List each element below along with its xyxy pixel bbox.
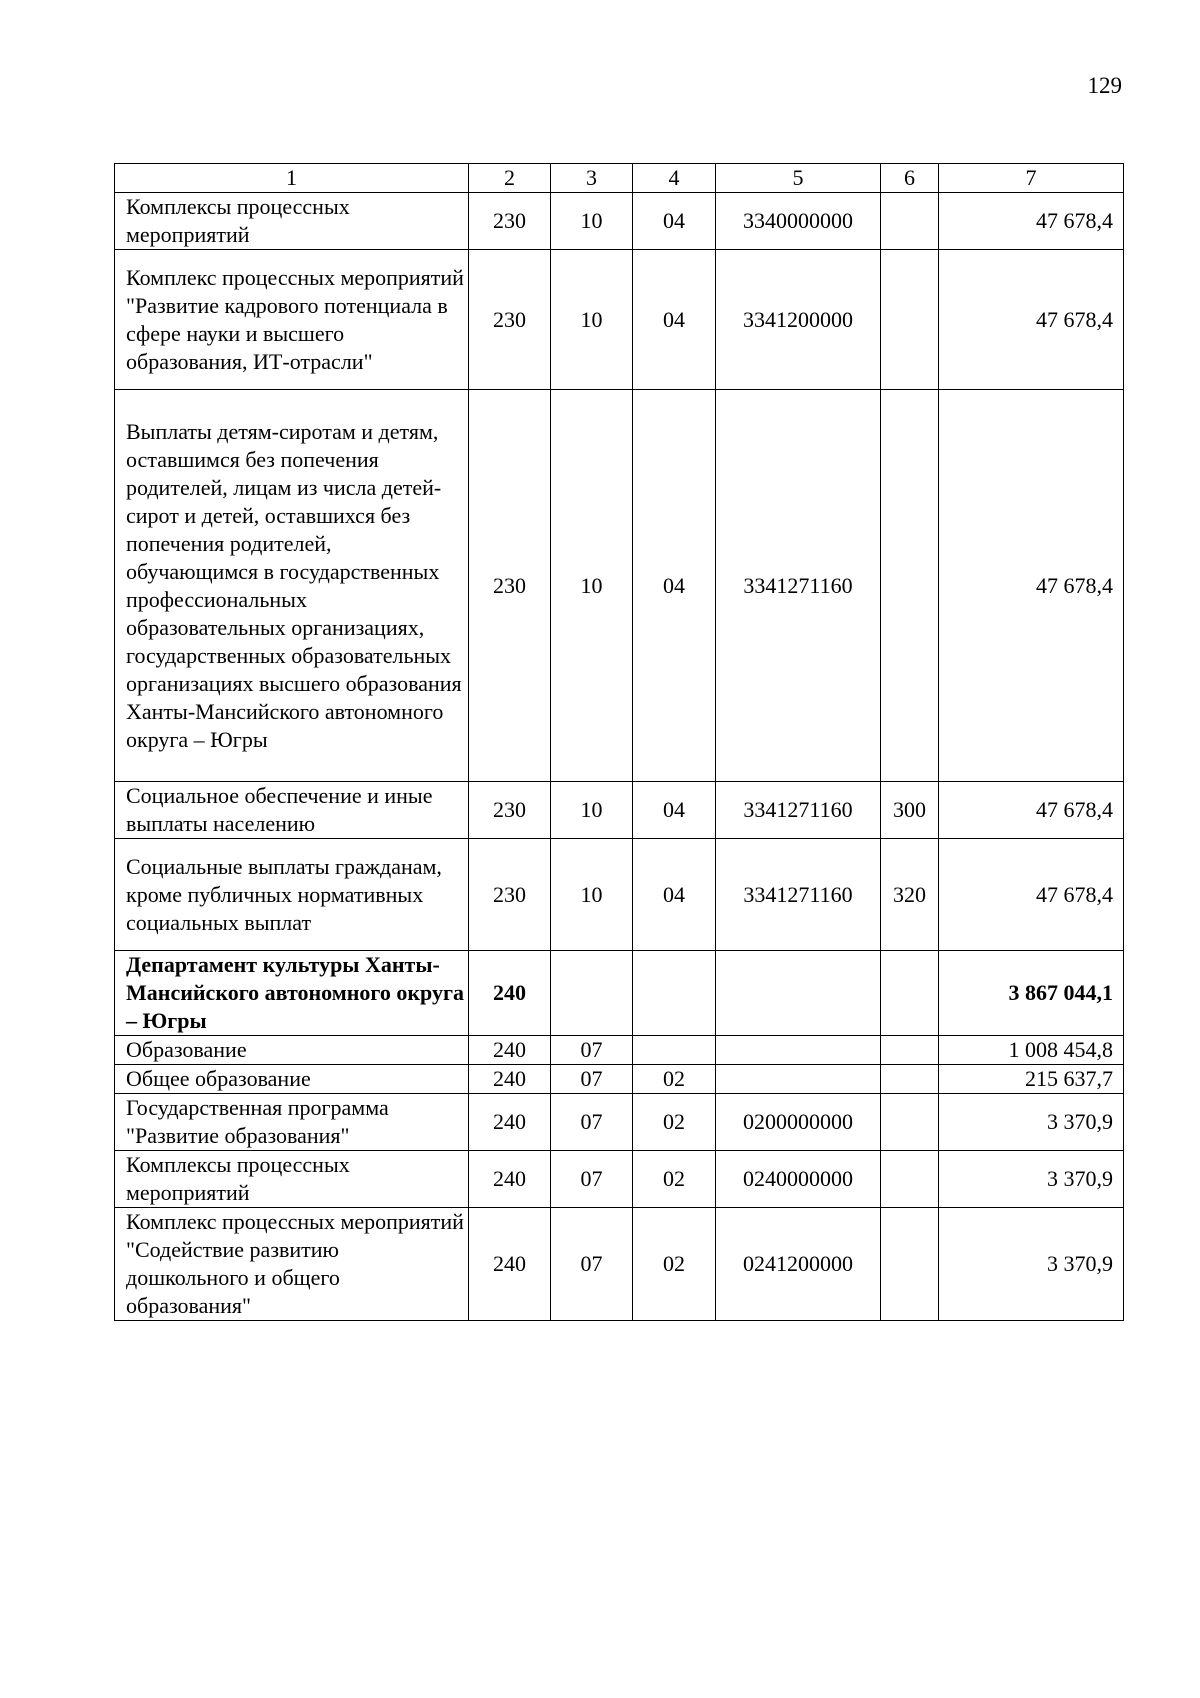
target-item-cell: 3341200000 <box>716 250 881 390</box>
subsection-cell: 02 <box>633 1151 716 1208</box>
column-header: 3 <box>551 164 633 193</box>
target-item-cell: 0240000000 <box>716 1151 881 1208</box>
row-name-cell: Государственная программа "Развитие образования" <box>115 1094 469 1151</box>
ministry-code-cell: 240 <box>469 1065 551 1094</box>
expense-type-cell <box>881 1094 939 1151</box>
amount-cell: 3 867 044,1 <box>939 951 1124 1036</box>
column-header: 1 <box>115 164 469 193</box>
column-header: 5 <box>716 164 881 193</box>
section-cell: 07 <box>551 1094 633 1151</box>
table-row <box>115 1151 1124 1208</box>
amount-cell: 3 370,9 <box>939 1208 1124 1321</box>
table-row <box>115 390 1124 782</box>
column-header: 7 <box>939 164 1124 193</box>
section-cell: 10 <box>551 782 633 839</box>
target-item-cell: 3341271160 <box>716 390 881 782</box>
column-header: 4 <box>633 164 716 193</box>
subsection-cell: 04 <box>633 839 716 951</box>
ministry-code-cell: 230 <box>469 250 551 390</box>
target-item-cell: 3341271160 <box>716 782 881 839</box>
expense-type-cell <box>881 250 939 390</box>
section-cell: 10 <box>551 839 633 951</box>
subsection-cell: 02 <box>633 1094 716 1151</box>
amount-cell: 3 370,9 <box>939 1151 1124 1208</box>
row-name-cell: Социальное обеспечение и иные выплаты населению <box>115 782 469 839</box>
subsection-cell: 04 <box>633 390 716 782</box>
ministry-code-cell: 230 <box>469 193 551 250</box>
section-cell: 07 <box>551 1208 633 1321</box>
expense-type-cell <box>881 1036 939 1065</box>
ministry-code-cell: 230 <box>469 390 551 782</box>
target-item-cell: 3340000000 <box>716 193 881 250</box>
amount-cell: 47 678,4 <box>939 390 1124 782</box>
subsection-cell: 04 <box>633 782 716 839</box>
table-row <box>115 250 1124 390</box>
subsection-cell: 02 <box>633 1065 716 1094</box>
row-name-cell: Образование <box>115 1036 469 1065</box>
expense-type-cell <box>881 1065 939 1094</box>
subsection-cell: 04 <box>633 193 716 250</box>
ministry-code-cell: 230 <box>469 782 551 839</box>
row-name-cell: Комплексы процессных мероприятий <box>115 193 469 250</box>
table-row <box>115 951 1124 1036</box>
table-row <box>115 193 1124 250</box>
expense-type-cell: 300 <box>881 782 939 839</box>
amount-cell: 47 678,4 <box>939 839 1124 951</box>
amount-cell: 47 678,4 <box>939 782 1124 839</box>
ministry-code-cell: 240 <box>469 951 551 1036</box>
expense-type-cell <box>881 1151 939 1208</box>
expense-type-cell <box>881 1208 939 1321</box>
expense-type-cell <box>881 193 939 250</box>
subsection-cell: 02 <box>633 1208 716 1321</box>
budget-table <box>114 163 1124 1321</box>
amount-cell: 1 008 454,8 <box>939 1036 1124 1065</box>
subsection-cell <box>633 951 716 1036</box>
ministry-code-cell: 240 <box>469 1151 551 1208</box>
section-cell <box>551 951 633 1036</box>
row-name-cell: Департамент культуры Ханты-Мансийского автономного округа – Югры <box>115 951 469 1036</box>
column-header: 2 <box>469 164 551 193</box>
target-item-cell <box>716 1065 881 1094</box>
section-cell: 07 <box>551 1065 633 1094</box>
target-item-cell: 0241200000 <box>716 1208 881 1321</box>
amount-cell: 47 678,4 <box>939 250 1124 390</box>
subsection-cell <box>633 1036 716 1065</box>
target-item-cell: 0200000000 <box>716 1094 881 1151</box>
amount-cell: 47 678,4 <box>939 193 1124 250</box>
section-cell: 07 <box>551 1151 633 1208</box>
target-item-cell <box>716 951 881 1036</box>
row-name-cell: Комплекс процессных мероприятий "Содействие развитию дошкольного и общего образования" <box>115 1208 469 1321</box>
amount-cell: 215 637,7 <box>939 1065 1124 1094</box>
row-name-cell: Общее образование <box>115 1065 469 1094</box>
amount-cell: 3 370,9 <box>939 1094 1124 1151</box>
target-item-cell <box>716 1036 881 1065</box>
row-name-cell: Комплексы процессных мероприятий <box>115 1151 469 1208</box>
section-cell: 10 <box>551 193 633 250</box>
row-name-cell: Социальные выплаты гражданам, кроме публичных нормативных социальных выплат <box>115 839 469 951</box>
target-item-cell: 3341271160 <box>716 839 881 951</box>
table-row <box>115 1065 1124 1094</box>
expense-type-cell <box>881 951 939 1036</box>
section-cell: 10 <box>551 250 633 390</box>
table-header-row <box>115 164 1124 193</box>
expense-type-cell: 320 <box>881 839 939 951</box>
row-name-cell: Выплаты детям-сиротам и детям, оставшимся без попечения родителей, лицам из числа детей-сирот и детей, оставшихся без попечения родителей, обучающимся в государственных профессиональных образовательных организациях, государственных образовательных организациях высшего образования Ханты-Мансийского автономного округа – Югры <box>115 390 469 782</box>
ministry-code-cell: 240 <box>469 1094 551 1151</box>
expense-type-cell <box>881 390 939 782</box>
subsection-cell: 04 <box>633 250 716 390</box>
table-row <box>115 1036 1124 1065</box>
table-row <box>115 1208 1124 1321</box>
ministry-code-cell: 240 <box>469 1036 551 1065</box>
page-number: 129 <box>1087 73 1122 98</box>
column-header: 6 <box>881 164 939 193</box>
table-row <box>115 839 1124 951</box>
ministry-code-cell: 230 <box>469 839 551 951</box>
table-row <box>115 782 1124 839</box>
section-cell: 07 <box>551 1036 633 1065</box>
ministry-code-cell: 240 <box>469 1208 551 1321</box>
table-row <box>115 1094 1124 1151</box>
section-cell: 10 <box>551 390 633 782</box>
row-name-cell: Комплекс процессных мероприятий "Развитие кадрового потенциала в сфере науки и высшего образования, ИТ-отрасли" <box>115 250 469 390</box>
